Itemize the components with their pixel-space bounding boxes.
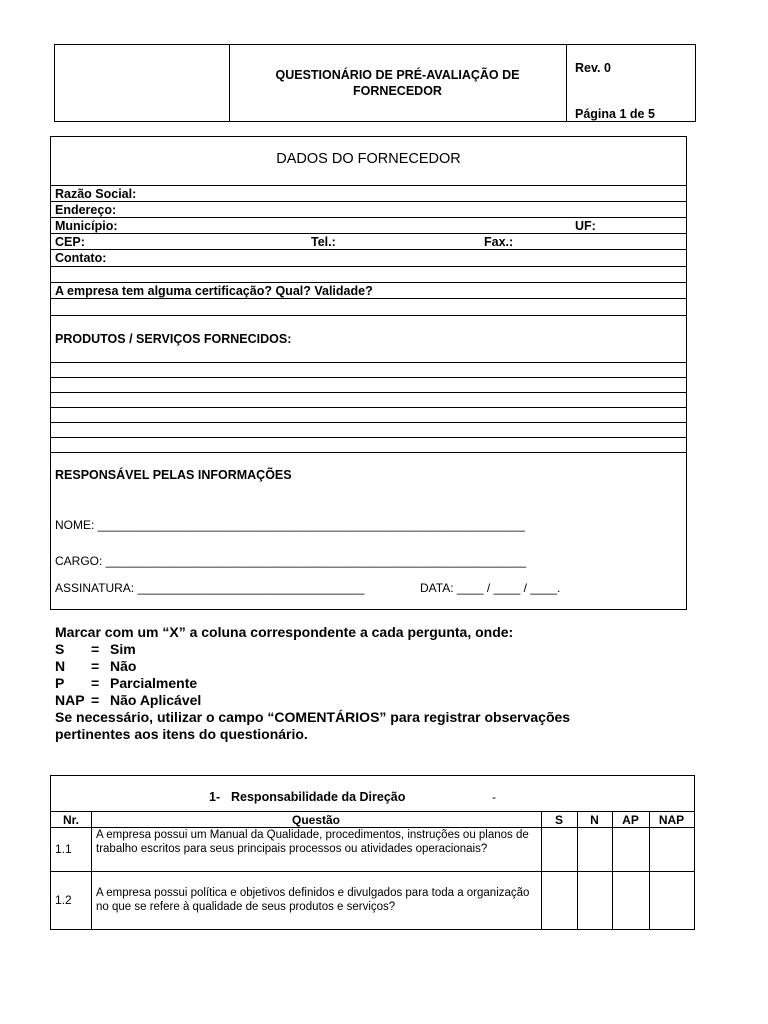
instructions-comments-line: Se necessário, utilizar o campo “COMENTÁRIOS” para registrar observações bbox=[55, 709, 571, 725]
nome-field[interactable]: NOME: ________________________________________________________________ bbox=[55, 518, 525, 532]
instructions-line: Marcar com um “X” a coluna correspondente a cada pergunta, onde: bbox=[55, 624, 514, 640]
legend-equals: = bbox=[91, 675, 100, 691]
logo-cell bbox=[55, 45, 230, 121]
page-number: Página 1 de 5 bbox=[575, 107, 655, 121]
legend-meaning: Parcialmente bbox=[110, 675, 198, 691]
legend-code: S bbox=[55, 641, 65, 657]
answer-cell-n[interactable] bbox=[578, 872, 611, 929]
question-number: 1.1 bbox=[55, 842, 72, 856]
question-number: 1.2 bbox=[55, 893, 72, 907]
data-field[interactable]: DATA: ____ / ____ / ____. bbox=[420, 581, 561, 595]
answer-cell-nap[interactable] bbox=[650, 828, 694, 870]
uf-field[interactable]: UF: bbox=[575, 219, 596, 233]
legend-meaning: Sim bbox=[110, 641, 136, 657]
legend-equals: = bbox=[91, 692, 100, 708]
legend-code: NAP bbox=[55, 692, 85, 708]
endereco-field[interactable]: Endereço: bbox=[55, 203, 117, 217]
contato-field[interactable]: Contato: bbox=[55, 251, 107, 265]
certificacao-question[interactable]: A empresa tem alguma certificação? Qual? Validade? bbox=[55, 284, 373, 298]
column-header-nap: NAP bbox=[658, 813, 685, 827]
responsavel-title: RESPONSÁVEL PELAS INFORMAÇÕES bbox=[55, 468, 292, 482]
cep-field[interactable]: CEP: bbox=[55, 235, 85, 249]
column-header-s: S bbox=[554, 813, 563, 827]
section-dash: - bbox=[492, 790, 496, 804]
section-title: Responsabilidade da Direção bbox=[231, 790, 406, 804]
supplier-data-form bbox=[50, 136, 687, 610]
cargo-field[interactable]: CARGO: _______________________________________________________________ bbox=[55, 554, 527, 568]
question-text: A empresa possui um Manual da Qualidade, procedimentos, instruções ou planos de trabalho escritos para seus principais processos ou atividades operacionais? bbox=[96, 829, 529, 855]
instructions-comments-line: pertinentes aos itens do questionário. bbox=[55, 726, 308, 742]
document-header bbox=[54, 44, 696, 122]
question-text: A empresa possui política e objetivos definidos e divulgados para toda a organização no que se refere à qualidade de seus produtos e serviços? bbox=[96, 887, 530, 913]
answer-cell-ap[interactable] bbox=[613, 828, 648, 870]
municipio-field[interactable]: Município: bbox=[55, 219, 118, 233]
answer-cell-s[interactable] bbox=[542, 872, 576, 929]
answer-cell-s[interactable] bbox=[542, 828, 576, 870]
document-title: QUESTIONÁRIO DE PRÉ-AVALIAÇÃO DE FORNECEDOR bbox=[229, 45, 567, 121]
section-number: 1- bbox=[209, 790, 221, 804]
column-header-n: N bbox=[590, 813, 599, 827]
assinatura-field[interactable]: ASSINATURA: __________________________________ bbox=[55, 581, 365, 595]
column-header-nr: Nr. bbox=[62, 813, 79, 827]
legend-code: N bbox=[55, 658, 66, 674]
revision-label: Rev. 0 bbox=[575, 61, 611, 75]
question-table bbox=[50, 775, 695, 930]
fax-field[interactable]: Fax.: bbox=[484, 235, 514, 249]
answer-cell-n[interactable] bbox=[578, 828, 611, 870]
column-header-questao: Questão bbox=[291, 813, 340, 827]
answer-cell-ap[interactable] bbox=[613, 872, 648, 929]
legend-code: P bbox=[55, 675, 65, 691]
produtos-servicos-label: PRODUTOS / SERVIÇOS FORNECIDOS: bbox=[55, 332, 292, 346]
tel-field[interactable]: Tel.: bbox=[311, 235, 336, 249]
answer-cell-nap[interactable] bbox=[650, 872, 694, 929]
column-header-ap: AP bbox=[622, 813, 639, 827]
legend-meaning: Não bbox=[110, 658, 137, 674]
legend-equals: = bbox=[91, 641, 100, 657]
supplier-section-title: DADOS DO FORNECEDOR bbox=[276, 151, 461, 167]
legend-equals: = bbox=[91, 658, 100, 674]
legend-meaning: Não Aplicável bbox=[110, 692, 202, 708]
razao-social-field[interactable]: Razão Social: bbox=[55, 187, 137, 201]
